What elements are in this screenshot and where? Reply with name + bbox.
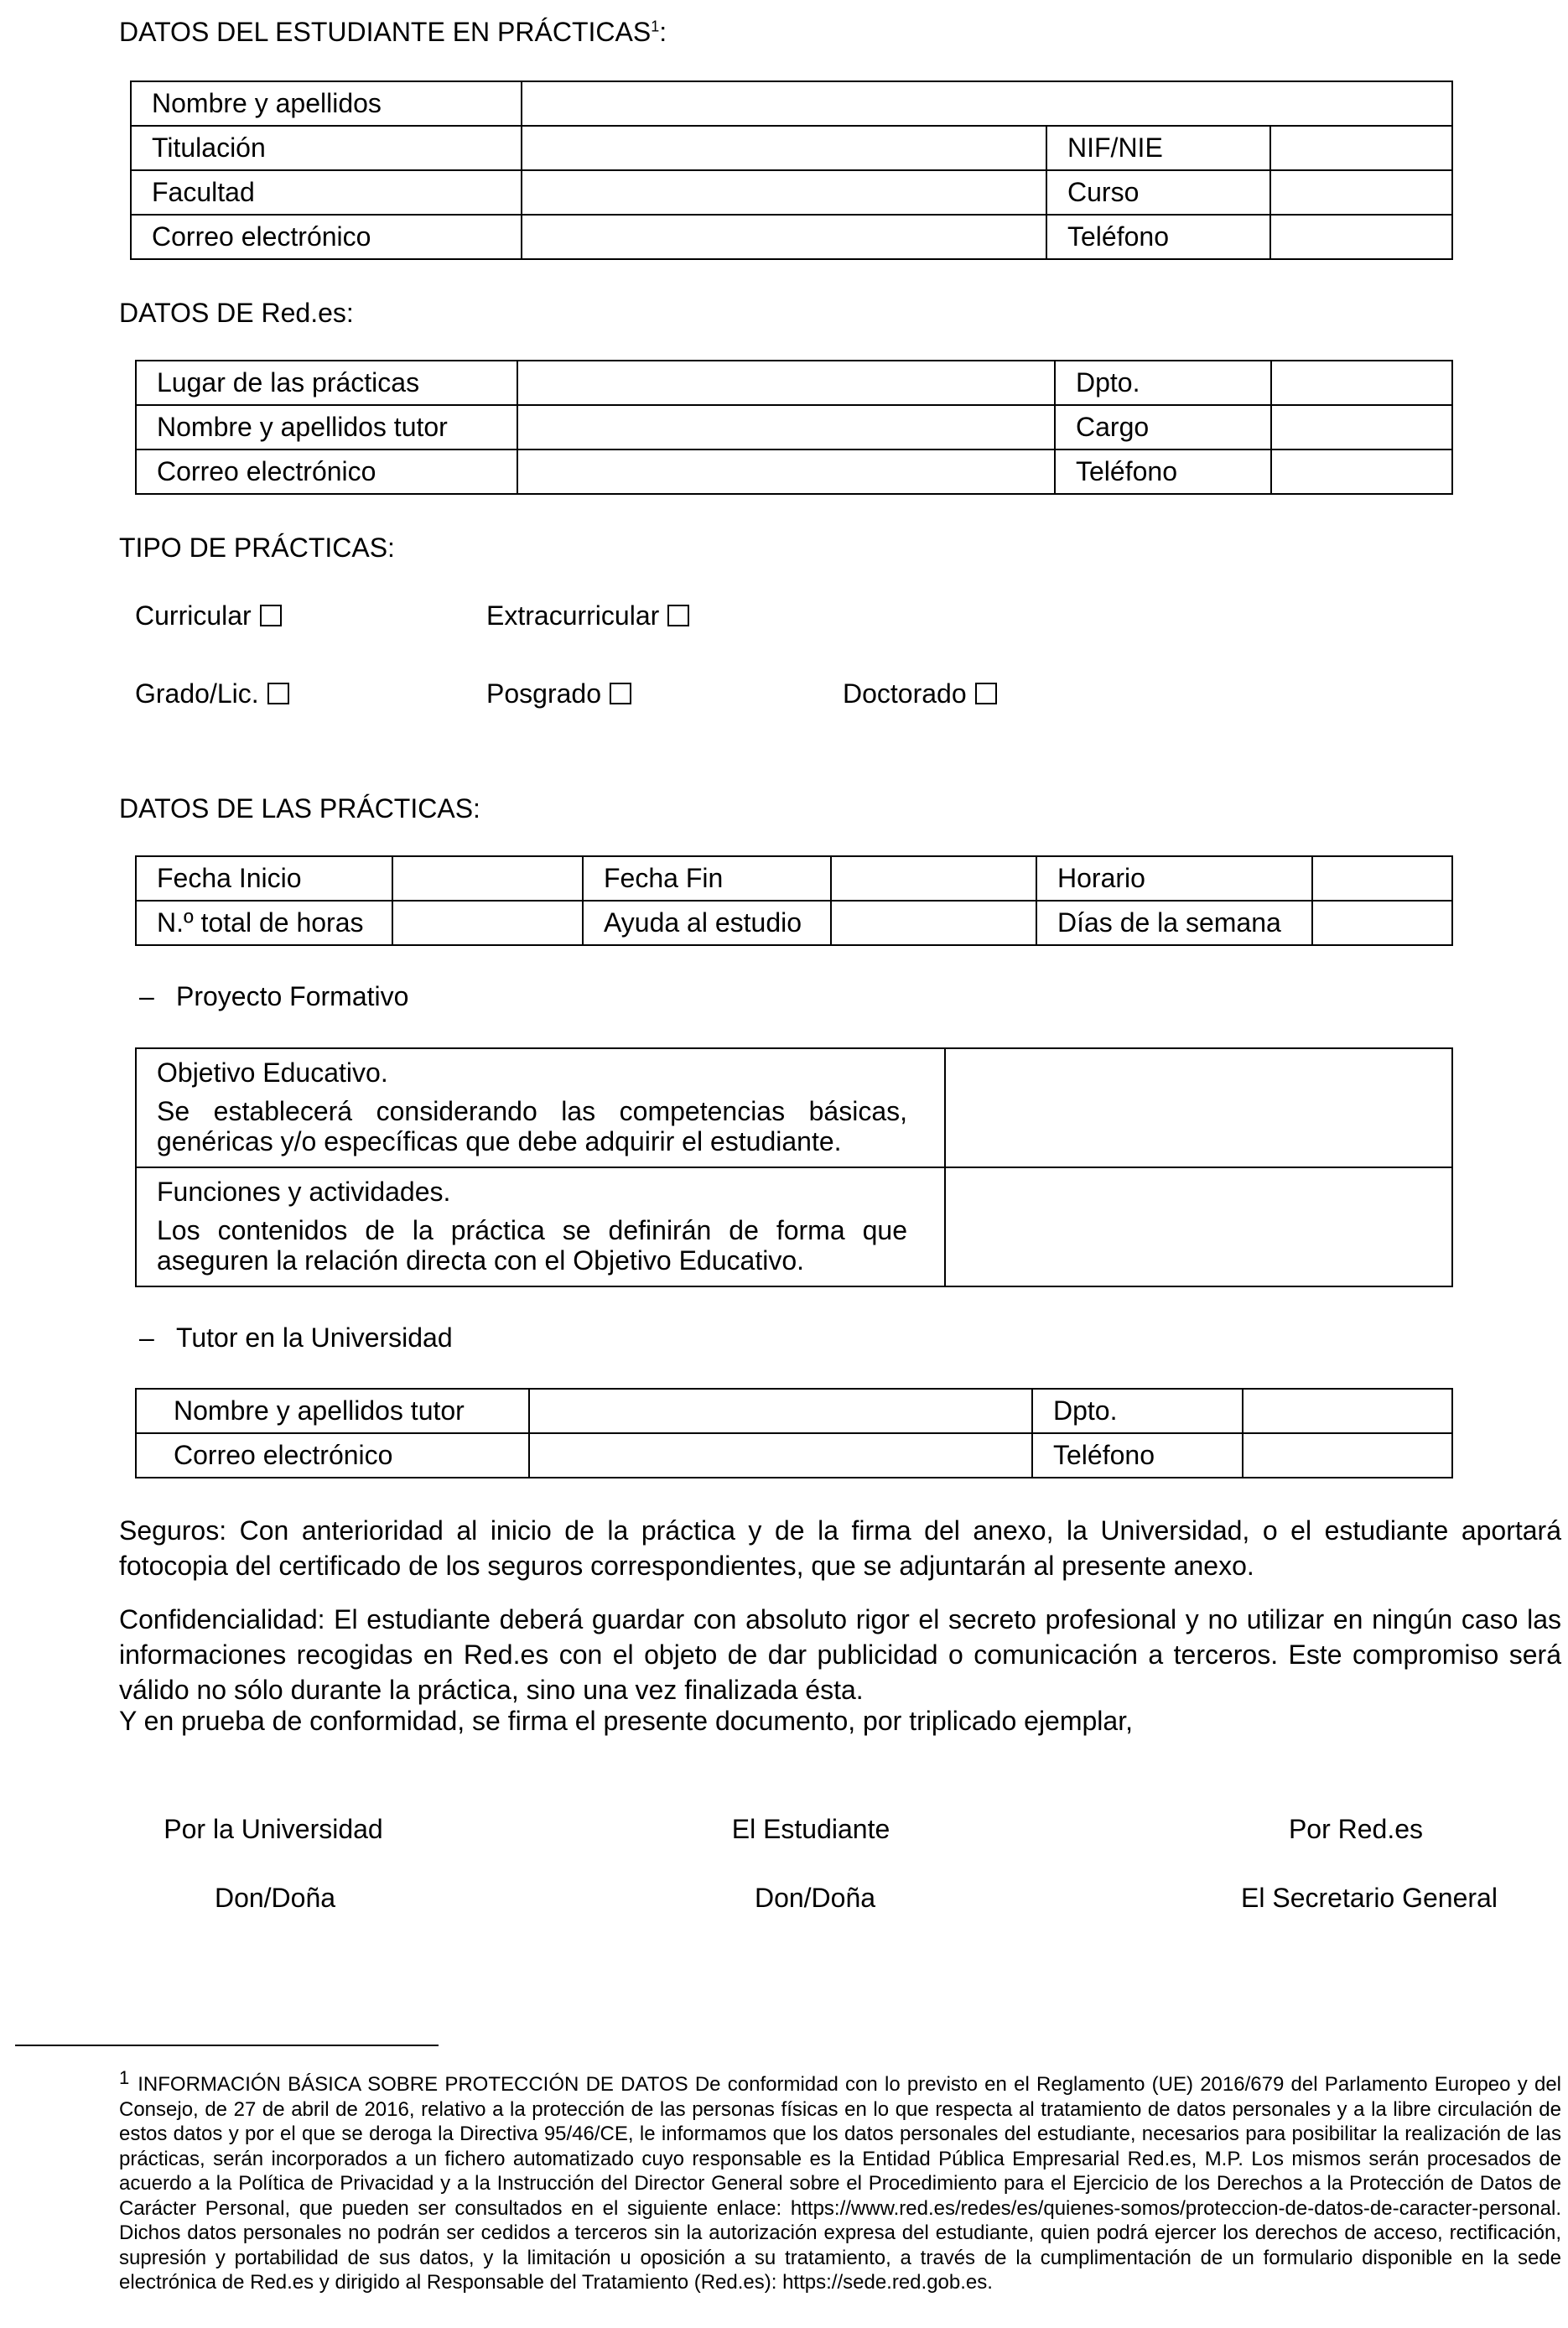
label-titulacion: Titulación	[131, 126, 522, 170]
signature-rede-name: El Secretario General	[1241, 1883, 1498, 1913]
input-uni-correo[interactable]	[529, 1433, 1032, 1478]
table-row	[131, 126, 1452, 170]
confidentiality-clause: Confidencialidad: El estudiante deberá guardar con absoluto rigor el secreto profesional y no utilizar en ningún caso las informaciones recogidas en Red.es con el objeto de dar publicidad o comunicación a terceros. Este compromiso será válido no sólo durante la práctica, sino una vez finalizada ésta.	[119, 1604, 1561, 1705]
label-uni-correo: Correo electrónico	[136, 1433, 529, 1478]
input-nif[interactable]	[1270, 126, 1452, 170]
input-uni-tutor[interactable]	[529, 1389, 1032, 1433]
input-correo[interactable]	[522, 215, 1046, 259]
label-uni-dpto: Dpto.	[1032, 1389, 1243, 1433]
conformity-statement: Y en prueba de conformidad, se firma el presente documento, por triplicado ejemplar,	[119, 1706, 1133, 1736]
label-uni-telefono: Teléfono	[1032, 1433, 1243, 1478]
label-dpto: Dpto.	[1055, 361, 1271, 405]
type-section-title: TIPO DE PRÁCTICAS:	[119, 533, 395, 563]
doctorado-checkbox[interactable]	[975, 683, 997, 704]
tutor-heading: – Tutor en la Universidad	[139, 1322, 453, 1353]
label-telefono: Teléfono	[1046, 215, 1270, 259]
input-facultad[interactable]	[522, 170, 1046, 215]
option-extracurricular: Extracurricular	[486, 600, 689, 631]
input-titulacion[interactable]	[522, 126, 1046, 170]
label-lugar: Lugar de las prácticas	[136, 361, 517, 405]
label-facultad: Facultad	[131, 170, 522, 215]
functions-cell	[136, 1167, 945, 1286]
footnote	[119, 2066, 1561, 2295]
student-data-table	[130, 81, 1453, 260]
option-grado: Grado/Lic.	[135, 678, 289, 709]
input-functions[interactable]	[945, 1167, 1452, 1286]
signature-rede: Por Red.es	[1288, 1814, 1424, 1844]
signature-university: Por la Universidad	[164, 1814, 383, 1844]
signature-student-name: Don/Doña	[754, 1883, 876, 1913]
objective-cell	[136, 1048, 945, 1167]
footnote-mark: 1	[119, 2067, 130, 2088]
practice-section-title: DATOS DE LAS PRÁCTICAS:	[119, 793, 480, 824]
posgrado-checkbox[interactable]	[610, 683, 631, 704]
label-ayuda: Ayuda al estudio	[583, 901, 831, 945]
input-uni-telefono[interactable]	[1243, 1433, 1452, 1478]
input-cargo[interactable]	[1271, 405, 1452, 449]
input-correo-rede[interactable]	[517, 449, 1055, 494]
label-correo-rede: Correo electrónico	[136, 449, 517, 494]
project-table	[135, 1047, 1453, 1287]
input-ayuda[interactable]	[831, 901, 1036, 945]
extracurricular-checkbox[interactable]	[667, 605, 689, 626]
footnote-separator	[15, 2045, 439, 2046]
option-curricular: Curricular	[135, 600, 282, 631]
table-row	[131, 170, 1452, 215]
curricular-checkbox[interactable]	[260, 605, 282, 626]
practice-data-table	[135, 855, 1453, 946]
input-tutor[interactable]	[517, 405, 1055, 449]
student-section-title: DATOS DEL ESTUDIANTE EN PRÁCTICAS$^1$:	[119, 17, 667, 47]
label-dias: Días de la semana	[1036, 901, 1312, 945]
footnote-text: INFORMACIÓN BÁSICA SOBRE PROTECCIÓN DE DATOS De conformidad con lo previsto en el Reglamento (UE) 2016/679 del Parlamento Europeo y del Consejo, de 27 de abril de 2016, relativo a la protección de las personas físicas en lo que respecta al tratamiento de datos personales y a la libre circulación de estos datos y por el que se deroga la Directiva 95/46/CE, le informamos que los datos personales del estudiante, necesarios para posibilitar la realización de las prácticas, serán incorporados a un fichero automatizado cuyo responsable es la Entidad Pública Empresarial Red.es, M.P. Los mismos serán procesados de acuerdo a la Política de Privacidad y a la Instrucción del Director General sobre el Procedimiento para el Ejercicio de los Derechos a la Protección de Datos de Carácter Personal, que pueden ser consultados en el siguiente enlace: https://www.red.es/redes/es/quienes-somos/proteccion-de-datos-de-caracter-personal. Dichos datos personales no podrán ser cedidos a terceros sin la autorización expresa del estudiante, quien podrá ejercer los derechos de acceso, rectificación, supresión y portabilidad de sus datos, y la limitación u oposición a su tratamiento, a través de la cumplimentación de un formulario disponible en la sede electrónica de Red.es y dirigido al Responsable del Tratamiento (Red.es): https://sede.red.gob.es.	[119, 2073, 1561, 2294]
input-nombre[interactable]	[522, 81, 1452, 126]
input-horario[interactable]	[1312, 856, 1452, 901]
label-fecha-inicio: Fecha Inicio	[136, 856, 392, 901]
input-curso[interactable]	[1270, 170, 1452, 215]
signature-student: El Estudiante	[731, 1814, 890, 1844]
input-dpto[interactable]	[1271, 361, 1452, 405]
input-objective[interactable]	[945, 1048, 1452, 1167]
label-nombre: Nombre y apellidos	[131, 81, 522, 126]
table-row	[136, 1433, 1452, 1478]
table-row	[136, 1167, 1452, 1286]
table-row	[136, 1048, 1452, 1167]
option-doctorado: Doctorado	[843, 678, 997, 709]
table-row	[131, 215, 1452, 259]
rede-data-table	[135, 360, 1453, 495]
label-correo: Correo electrónico	[131, 215, 522, 259]
rede-section-title: DATOS DE Red.es:	[119, 298, 354, 328]
label-fecha-fin: Fecha Fin	[583, 856, 831, 901]
label-tutor: Nombre y apellidos tutor	[136, 405, 517, 449]
objective-title: Objetivo Educativo.	[157, 1057, 388, 1088]
label-uni-tutor: Nombre y apellidos tutor	[136, 1389, 529, 1433]
insurance-clause: Seguros: Con anterioridad al inicio de la práctica y de la firma del anexo, la Universidad, o el estudiante aportará fotocopia del certificado de los seguros correspondientes, que se adjuntarán al presente anexo.	[119, 1515, 1561, 1581]
table-row	[136, 361, 1452, 405]
label-curso: Curso	[1046, 170, 1270, 215]
university-tutor-table	[135, 1388, 1453, 1478]
table-row	[136, 1389, 1452, 1433]
grado-checkbox[interactable]	[267, 683, 289, 704]
functions-title: Funciones y actividades.	[157, 1177, 451, 1207]
input-lugar[interactable]	[517, 361, 1055, 405]
objective-description: Se establecerá considerando las competencias básicas, genéricas y/o específicas que debe adquirir el estudiante.	[157, 1096, 907, 1156]
table-row	[136, 449, 1452, 494]
input-total-horas[interactable]	[392, 901, 583, 945]
input-fecha-fin[interactable]	[831, 856, 1036, 901]
input-uni-dpto[interactable]	[1243, 1389, 1452, 1433]
label-cargo: Cargo	[1055, 405, 1271, 449]
label-telefono-rede: Teléfono	[1055, 449, 1271, 494]
option-posgrado: Posgrado	[486, 678, 631, 709]
table-row	[136, 405, 1452, 449]
input-telefono[interactable]	[1270, 215, 1452, 259]
project-heading: – Proyecto Formativo	[139, 981, 409, 1011]
input-fecha-inicio[interactable]	[392, 856, 583, 901]
label-total-horas: N.º total de horas	[136, 901, 392, 945]
table-row	[131, 81, 1452, 126]
signature-university-name: Don/Doña	[214, 1883, 336, 1913]
label-nif: NIF/NIE	[1046, 126, 1270, 170]
input-telefono-rede[interactable]	[1271, 449, 1452, 494]
footnote-ref: 1	[651, 18, 660, 35]
table-row	[136, 856, 1452, 901]
table-row	[136, 901, 1452, 945]
label-horario: Horario	[1036, 856, 1312, 901]
input-dias[interactable]	[1312, 901, 1452, 945]
functions-description: Los contenidos de la práctica se definirán de forma que aseguren la relación directa con el Objetivo Educativo.	[157, 1215, 907, 1276]
